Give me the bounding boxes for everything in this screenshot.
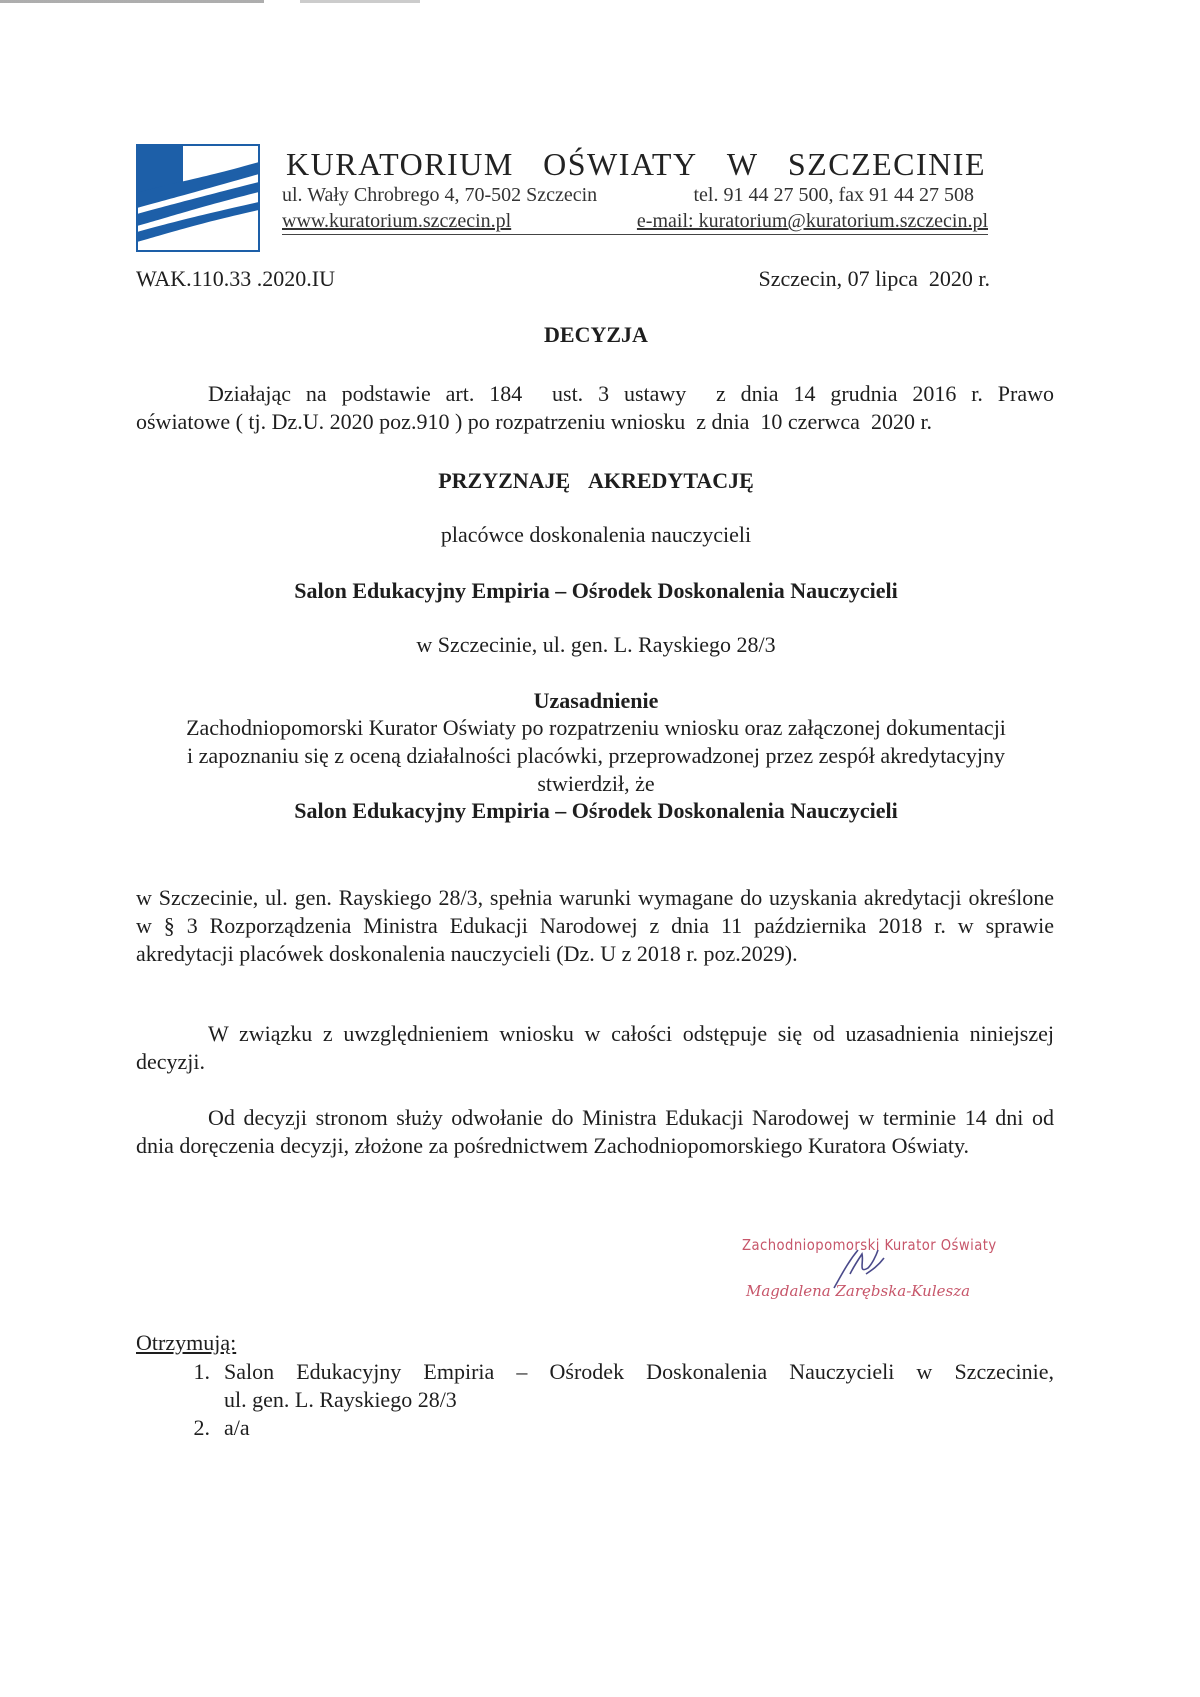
list-item-number: 1.: [193, 1359, 210, 1384]
organization-name: [286, 146, 986, 183]
justification-line-1: Zachodniopomorski Kurator Oświaty po rozpatrzeniu wniosku oraz załączonej dokumentacji: [186, 715, 1006, 740]
justification-line-3: stwierdził, że: [537, 771, 655, 796]
intro-line-1: Działając na podstawie art. 184 ust. 3 ustawy z dnia 14 grudnia 2016 r. Prawo: [208, 381, 1054, 406]
list-item-line-1: Salon Edukacyjny Empiria – Ośrodek Doskonalenia Nauczycieli w Szczecinie,: [224, 1359, 1054, 1384]
justification-institution-name: Salon Edukacyjny Empiria – Ośrodek Doskonalenia Nauczycieli: [294, 798, 898, 823]
institution-address: w Szczecinie, ul. gen. L. Rayskiego 28/3: [416, 632, 776, 657]
appeal-paragraph: Od decyzji stronom służy odwołanie do Ministra Edukacji Narodowej w terminie 14 dni od dnia doręczenia decyzji, złożone za pośrednictwem Zachodniopomorskiego Kuratora Oświaty.: [136, 1105, 1054, 1158]
justification-text: [136, 714, 1056, 798]
email-link[interactable]: e-mail: kuratorium@kuratorium.szczecin.pl: [636, 210, 988, 232]
scan-edge-artifact: [0, 0, 1200, 3]
grant-recipient-type: placówce doskonalenia nauczycieli: [440, 522, 752, 547]
intro-line-2: oświatowe ( tj. Dz.U. 2020 poz.910 ) po rozpatrzeniu wniosku z dnia 10 czerwca 2020 r.: [136, 409, 933, 434]
grant-heading: PRZYZNAJĘ AKREDYTACJĘ: [438, 468, 754, 493]
official-stamp: [738, 1230, 998, 1310]
list-item-number: 2.: [193, 1415, 210, 1440]
waiver-paragraph: W związku z uwzględnieniem wniosku w całości odstępuje się od uzasadnienia niniejszej decyzji.: [136, 1021, 1054, 1074]
justification-line-2: i zapoznaniu się z oceną działalności placówki, przeprowadzonej przez zespół akredytacyjny: [187, 743, 1005, 768]
stamp-title: Zachodniopomorski Kurator Oświaty: [742, 1236, 997, 1254]
phone-fax: tel. 91 44 27 500, fax 91 44 27 508: [693, 184, 974, 206]
justification-heading: Uzasadnienie: [533, 688, 659, 713]
list-item: [136, 1414, 1054, 1442]
list-item: [136, 1358, 1054, 1414]
org-word-4: SZCZECINIE: [787, 146, 986, 182]
website-link[interactable]: www.kuratorium.szczecin.pl: [282, 210, 512, 232]
institution-name: Salon Edukacyjny Empiria – Ośrodek Doskonalenia Nauczycieli: [294, 578, 898, 603]
document-date: Szczecin, 07 lipca 2020 r.: [758, 266, 990, 291]
contact-line: [282, 184, 974, 207]
reference-number: WAK.110.33 .2020.IU: [136, 266, 335, 291]
intro-paragraph: [136, 380, 1054, 436]
org-word-1: KURATORIUM: [286, 146, 514, 182]
conditions-paragraph: w Szczecinie, ul. gen. Rayskiego 28/3, spełnia warunki wymagane do uzyskania akredytacji określone w § 3 Rozporządzenia Ministra Edukacji Narodowej z dnia 11 października 2018 r. w sprawie akredytacji placówek doskonalenia nauczycieli (Dz. U z 2018 r. poz.2029).: [136, 885, 1054, 966]
web-line: [282, 210, 988, 235]
org-word-3: W: [726, 146, 759, 182]
stamp-signatory: Magdalena Zarębska-Kulesza: [746, 1282, 971, 1300]
address: ul. Wały Chrobrego 4, 70-502 Szczecin: [282, 184, 598, 206]
waves-logo-icon: [136, 144, 260, 252]
list-item-line-1: a/a: [224, 1415, 250, 1440]
list-item-line-2: ul. gen. L. Rayskiego 28/3: [224, 1387, 457, 1412]
org-word-2: OŚWIATY: [543, 146, 698, 182]
recipients-list: [136, 1358, 1054, 1442]
document-title: DECYZJA: [544, 322, 648, 347]
recipients-title: Otrzymują:: [136, 1330, 237, 1355]
